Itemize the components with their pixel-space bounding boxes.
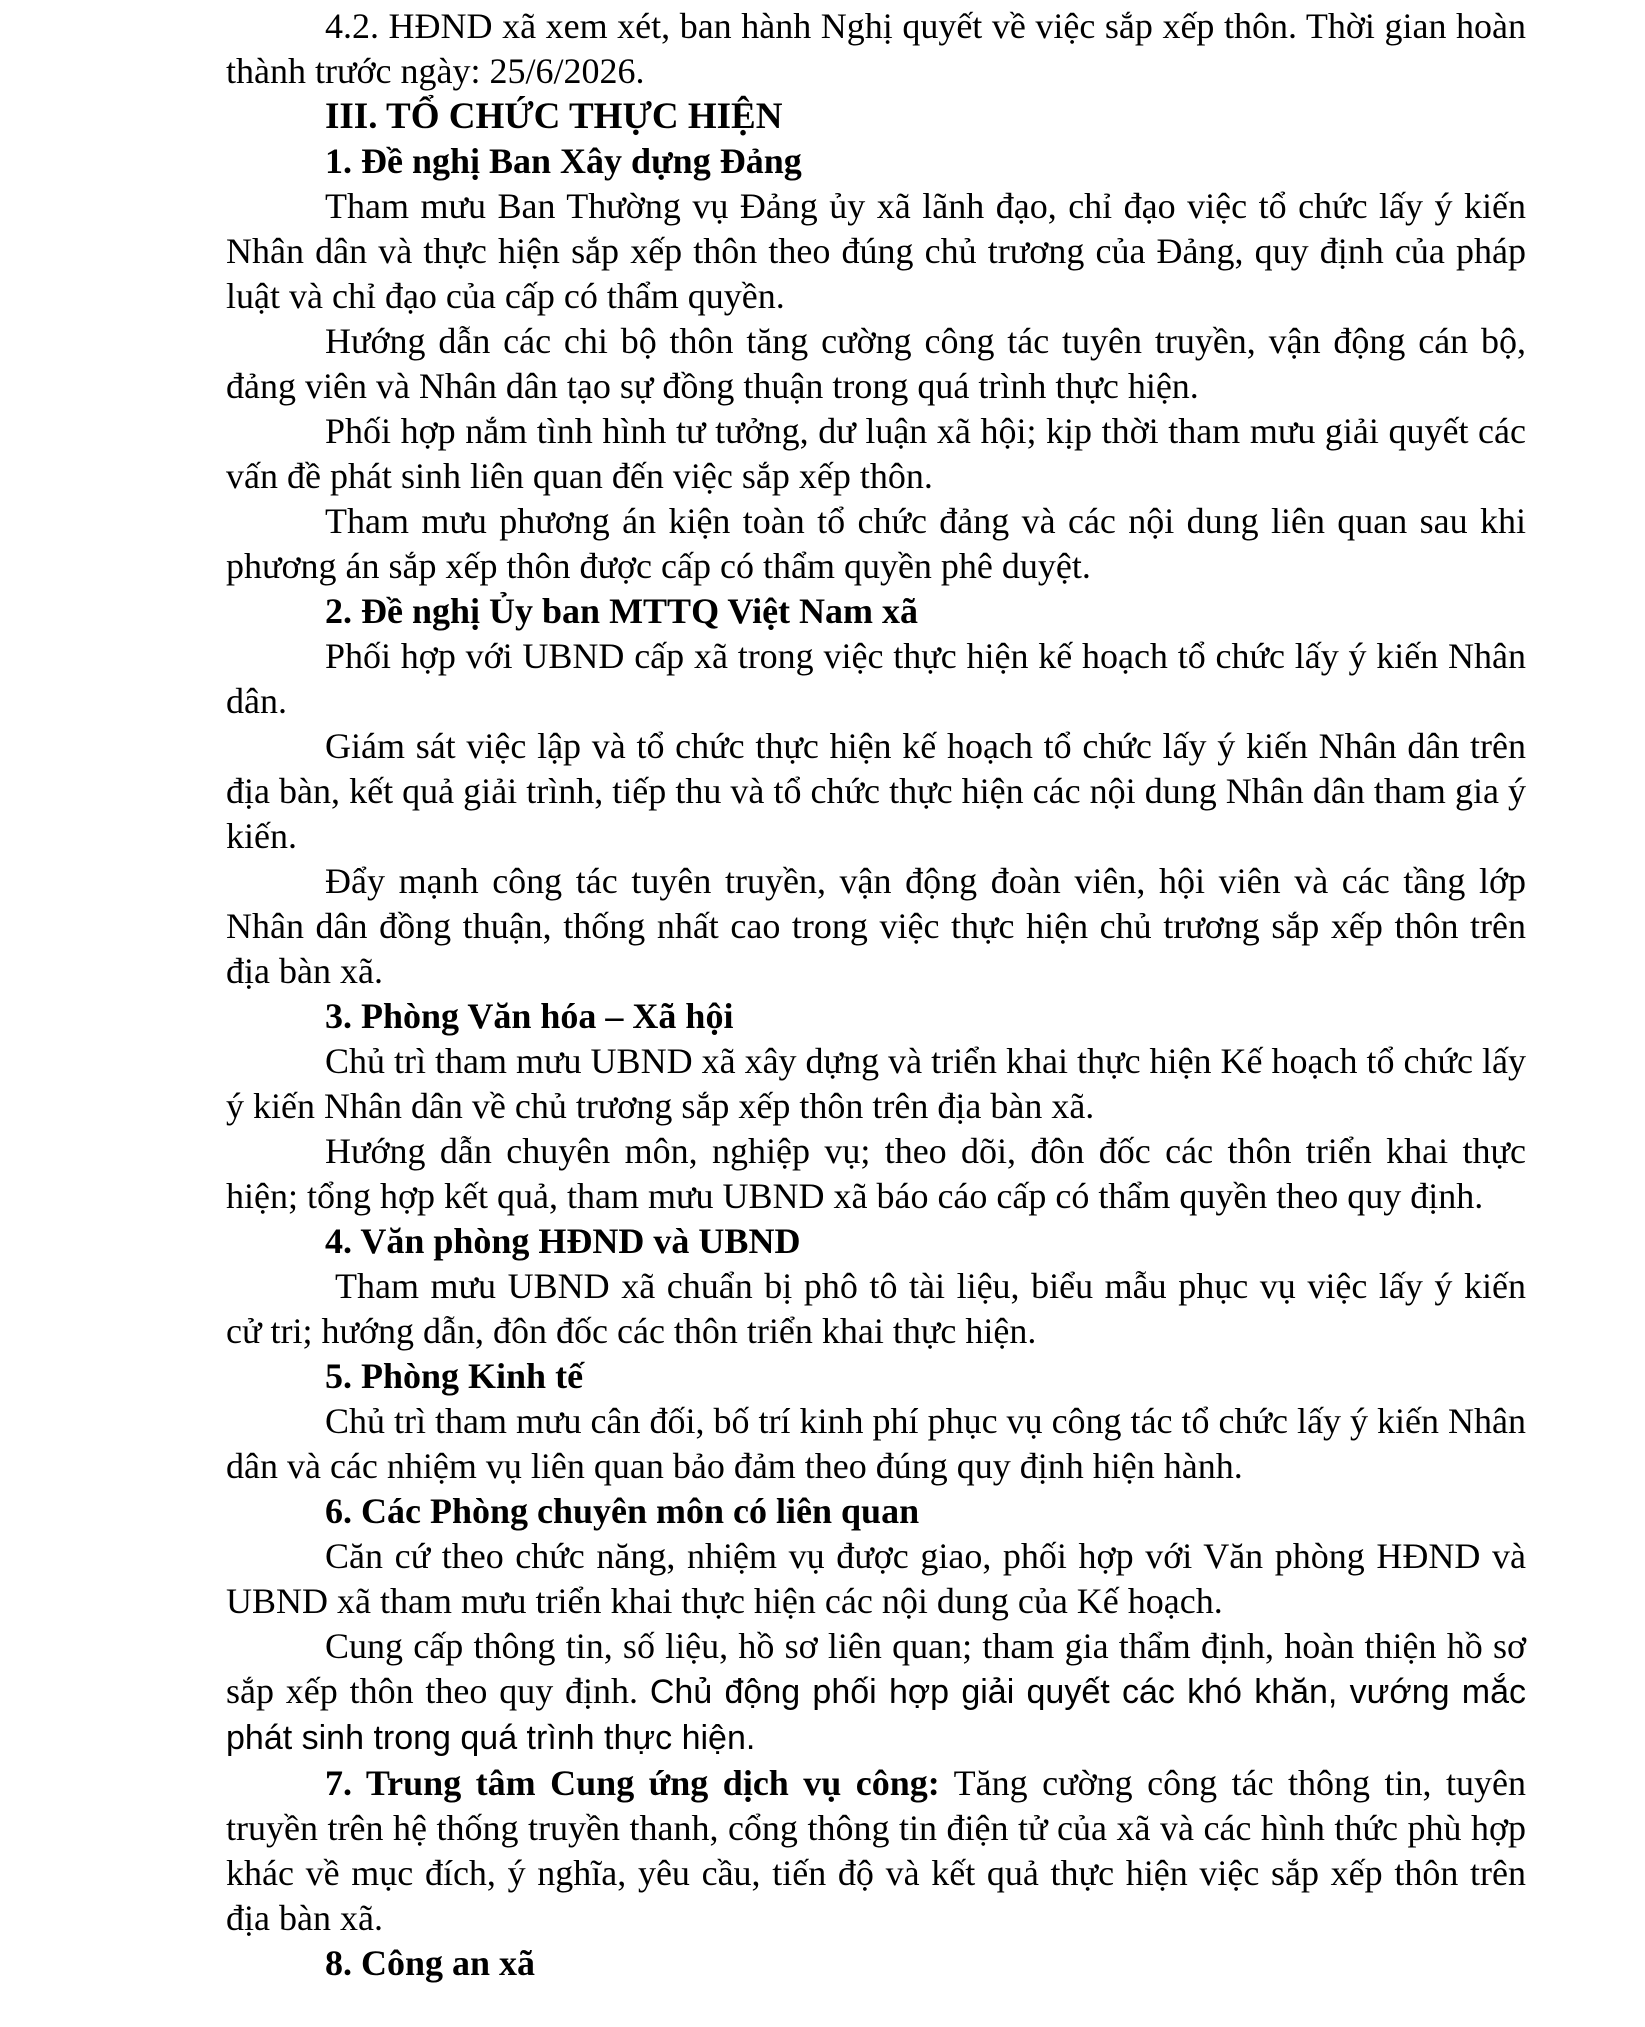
heading-1: 1. Đề nghị Ban Xây dựng Đảng bbox=[325, 141, 802, 181]
paragraph-2-3: Đẩy mạnh công tác tuyên truyền, vận động đoàn viên, hội viên và các tầng lớp Nhân dân đồng thuận, thống nhất cao trong việc thực hiện chủ trương sắp xếp thôn trên địa bàn xã. bbox=[226, 861, 1526, 991]
section-heading-iii: III. TỔ CHỨC THỰC HIỆN bbox=[325, 96, 783, 137]
paragraph-1-3: Phối hợp nắm tình hình tư tưởng, dư luận xã hội; kịp thời tham mưu giải quyết các vấn đề phát sinh liên quan đến việc sắp xếp thôn. bbox=[226, 411, 1526, 496]
paragraph-6-2 bbox=[226, 1624, 1526, 1761]
heading-6: 6. Các Phòng chuyên môn có liên quan bbox=[325, 1491, 920, 1531]
paragraph-6-2-sans-text: Chủ động phối hợp giải quyết các khó khăn, vướng mắc phát sinh trong quá trình thực hiện. bbox=[226, 1673, 1527, 1757]
paragraph-7 bbox=[226, 1761, 1526, 1941]
paragraph-2-2: Giám sát việc lập và tổ chức thực hiện kế hoạch tổ chức lấy ý kiến Nhân dân trên địa bàn, kết quả giải trình, tiếp thu và tổ chức thực hiện các nội dung Nhân dân tham gia ý kiến. bbox=[226, 726, 1526, 856]
paragraph-4-2: 4.2. HĐND xã xem xét, ban hành Nghị quyết về việc sắp xếp thôn. Thời gian hoàn thành trước ngày: 25/6/2026. bbox=[226, 6, 1526, 91]
paragraph-1-4: Tham mưu phương án kiện toàn tổ chức đảng và các nội dung liên quan sau khi phương án sắp xếp thôn được cấp có thẩm quyền phê duyệt. bbox=[226, 501, 1526, 586]
paragraph-4-1: Tham mưu UBND xã chuẩn bị phô tô tài liệu, biểu mẫu phục vụ việc lấy ý kiến cử tri; hướng dẫn, đôn đốc các thôn triển khai thực hiện. bbox=[226, 1266, 1526, 1351]
paragraph-2-1: Phối hợp với UBND cấp xã trong việc thực hiện kế hoạch tổ chức lấy ý kiến Nhân dân. bbox=[226, 636, 1526, 721]
paragraph-1-1: Tham mưu Ban Thường vụ Đảng ủy xã lãnh đạo, chỉ đạo việc tổ chức lấy ý kiến Nhân dân và thực hiện sắp xếp thôn theo đúng chủ trương của Đảng, quy định của pháp luật và chỉ đạo của cấp có thẩm quyền. bbox=[226, 186, 1526, 316]
heading-4: 4. Văn phòng HĐND và UBND bbox=[325, 1221, 801, 1261]
paragraph-6-1: Căn cứ theo chức năng, nhiệm vụ được giao, phối hợp với Văn phòng HĐND và UBND xã tham mưu triển khai thực hiện các nội dung của Kế hoạch. bbox=[226, 1536, 1526, 1621]
heading-2: 2. Đề nghị Ủy ban MTTQ Việt Nam xã bbox=[325, 591, 919, 631]
document-page bbox=[226, 4, 1526, 1986]
heading-8: 8. Công an xã bbox=[325, 1943, 536, 1983]
paragraph-1-2: Hướng dẫn các chi bộ thôn tăng cường công tác tuyên truyền, vận động cán bộ, đảng viên và Nhân dân tạo sự đồng thuận trong quá trình thực hiện. bbox=[226, 321, 1526, 406]
paragraph-3-1: Chủ trì tham mưu UBND xã xây dựng và triển khai thực hiện Kế hoạch tổ chức lấy ý kiến Nhân dân về chủ trương sắp xếp thôn trên địa bàn xã. bbox=[226, 1041, 1526, 1126]
heading-7: 7. Trung tâm Cung ứng dịch vụ công: bbox=[325, 1763, 940, 1803]
paragraph-7-text: Tăng cường công tác thông tin, tuyên truyền trên hệ thống truyền thanh, cổng thông tin điện tử của xã và các hình thức phù hợp khác về mục đích, ý nghĩa, yêu cầu, tiến độ và kết quả thực hiện việc sắp xếp thôn trên địa bàn xã. bbox=[226, 1763, 1527, 1938]
paragraph-6-2-serif-text: Cung cấp thông tin, số liệu, hồ sơ liên quan; tham gia thẩm định, hoàn thiện hồ sơ sắp xếp thôn theo quy định. bbox=[226, 1626, 1526, 1711]
paragraph-3-2: Hướng dẫn chuyên môn, nghiệp vụ; theo dõi, đôn đốc các thôn triển khai thực hiện; tổng hợp kết quả, tham mưu UBND xã báo cáo cấp có thẩm quyền theo quy định. bbox=[226, 1131, 1526, 1216]
heading-3: 3. Phòng Văn hóa – Xã hội bbox=[325, 996, 734, 1036]
paragraph-5-1: Chủ trì tham mưu cân đối, bố trí kinh phí phục vụ công tác tổ chức lấy ý kiến Nhân dân và các nhiệm vụ liên quan bảo đảm theo đúng quy định hiện hành. bbox=[226, 1401, 1526, 1486]
heading-5: 5. Phòng Kinh tế bbox=[325, 1356, 584, 1396]
